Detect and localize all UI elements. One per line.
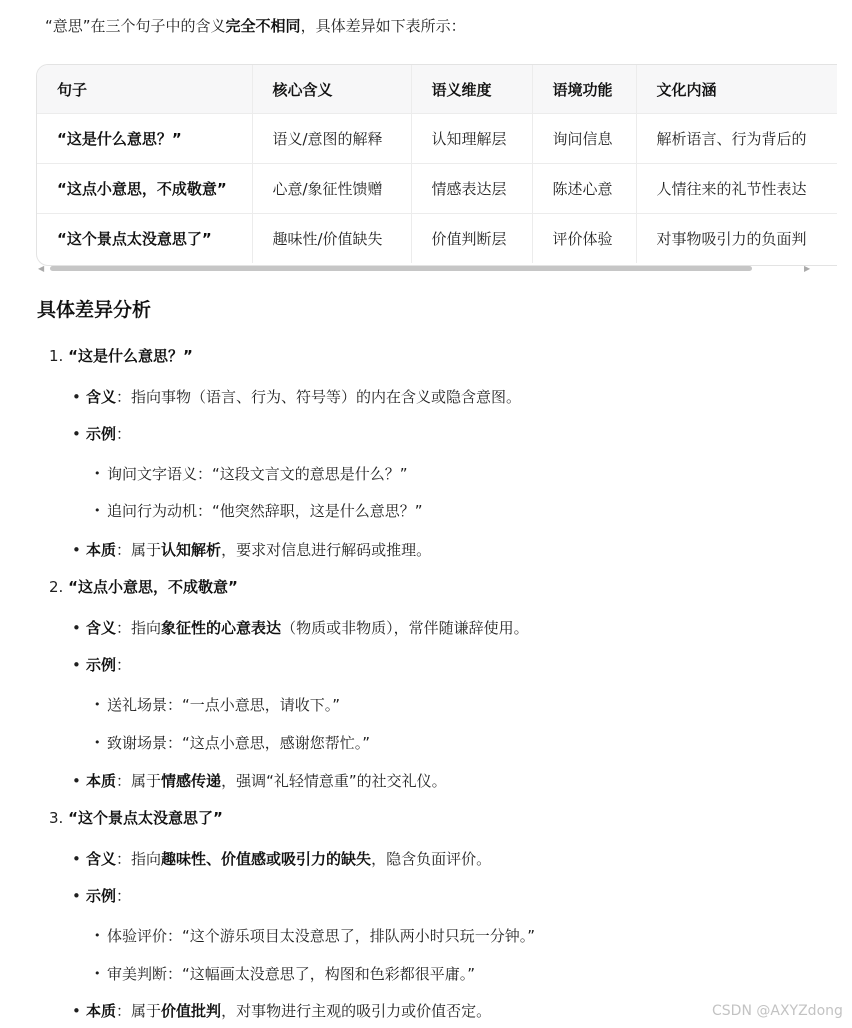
intro-text-start: “意思”在三个句子中的含义 (45, 17, 226, 35)
comparison-table (37, 65, 837, 263)
table-cell: “这点小意思，不成敬意” (37, 164, 252, 214)
bullet-icon: • (72, 850, 81, 868)
header-cell: 语境功能 (532, 65, 636, 114)
table-row (37, 164, 837, 214)
list-item-number: 2. “这点小意思，不成敬意” (49, 578, 238, 596)
bullet-icon: • (94, 504, 101, 517)
bullet-icon: • (72, 772, 81, 790)
list-item-number: 1. “这是什么意思？” (49, 347, 193, 365)
table-cell: 解析语言、行为背后的 (636, 114, 837, 164)
example-item: 致谢场景：“这点小意思，感谢您帮忙。” (107, 734, 371, 752)
essence-line: 本质：属于认知解析，要求对信息进行解码或推理。 (86, 541, 432, 559)
table-cell: 人情往来的礼节性表达 (636, 164, 837, 214)
section-heading: 具体差异分析 (37, 299, 152, 321)
bullet-icon: • (72, 887, 81, 905)
bullet-icon: • (94, 736, 101, 749)
list-item-number: 3. “这个景点太没意思了” (49, 809, 223, 827)
bullet-icon: • (72, 1002, 81, 1020)
intro-paragraph (45, 15, 466, 37)
table-cell: 陈述心意 (532, 164, 636, 214)
bullet-icon: • (94, 929, 101, 942)
bullet-icon: • (72, 425, 81, 443)
bullet-icon: • (72, 388, 81, 406)
table-cell: 趣味性/价值缺失 (252, 214, 411, 264)
bullet-icon: • (94, 467, 101, 480)
meaning-line: 含义：指向事物（语言、行为、符号等）的内在含义或隐含意图。 (86, 388, 522, 406)
example-item: 送礼场景：“一点小意思，请收下。” (107, 696, 341, 714)
bullet-icon: • (94, 967, 101, 980)
example-item: 追问行为动机：“他突然辞职，这是什么意思？” (107, 502, 423, 520)
example-label-line: 示例： (86, 656, 132, 674)
example-item: 询问文字语义：“这段文言文的意思是什么？” (107, 465, 408, 483)
table-header-row (37, 65, 837, 114)
table-row (37, 214, 837, 264)
table-cell: 认知理解层 (411, 114, 532, 164)
bullet-icon: • (72, 541, 81, 559)
example-label-line: 示例： (86, 425, 132, 443)
table-cell: “这是什么意思？” (37, 114, 252, 164)
scrollbar-thumb[interactable] (50, 266, 752, 271)
scroll-right-arrow-icon[interactable]: ▶ (804, 264, 811, 273)
bullet-icon: • (72, 656, 81, 674)
essence-line: 本质：属于情感传递，强调“礼轻情意重”的社交礼仪。 (86, 772, 447, 790)
table-cell: 询问信息 (532, 114, 636, 164)
table-horizontal-scrollbar[interactable] (36, 264, 816, 274)
header-cell: 句子 (37, 65, 252, 114)
meaning-line: 含义：指向象征性的心意表达（物质或非物质），常伴随谦辞使用。 (86, 619, 529, 637)
table-cell: 评价体验 (532, 214, 636, 264)
comparison-table-container (36, 64, 837, 266)
bullet-icon: • (94, 698, 101, 711)
table-cell: 对事物吸引力的负面判 (636, 214, 837, 264)
table-cell: 心意/象征性馈赠 (252, 164, 411, 214)
intro-text-end: ，具体差异如下表所示： (300, 17, 466, 35)
meaning-line: 含义：指向趣味性、价值感或吸引力的缺失，隐含负面评价。 (86, 850, 492, 868)
watermark: CSDN @AXYZdong (712, 1003, 843, 1019)
header-cell: 文化内涵 (636, 65, 837, 114)
bullet-icon: • (72, 619, 81, 637)
essence-line: 本质：属于价值批判，对事物进行主观的吸引力或价值否定。 (86, 1002, 492, 1020)
example-item: 审美判断：“这幅画太没意思了，构图和色彩都很平庸。” (107, 965, 476, 983)
example-item: 体验评价：“这个游乐项目太没意思了，排队两小时只玩一分钟。” (107, 927, 536, 945)
example-label-line: 示例： (86, 887, 132, 905)
header-cell: 语义维度 (411, 65, 532, 114)
table-row (37, 114, 837, 164)
table-cell: 价值判断层 (411, 214, 532, 264)
intro-text-bold: 完全不相同 (225, 17, 301, 35)
table-cell: 语义/意图的解释 (252, 114, 411, 164)
table-cell: 情感表达层 (411, 164, 532, 214)
header-cell: 核心含义 (252, 65, 411, 114)
scroll-left-arrow-icon[interactable]: ◀ (38, 264, 45, 273)
table-cell: “这个景点太没意思了” (37, 214, 252, 264)
